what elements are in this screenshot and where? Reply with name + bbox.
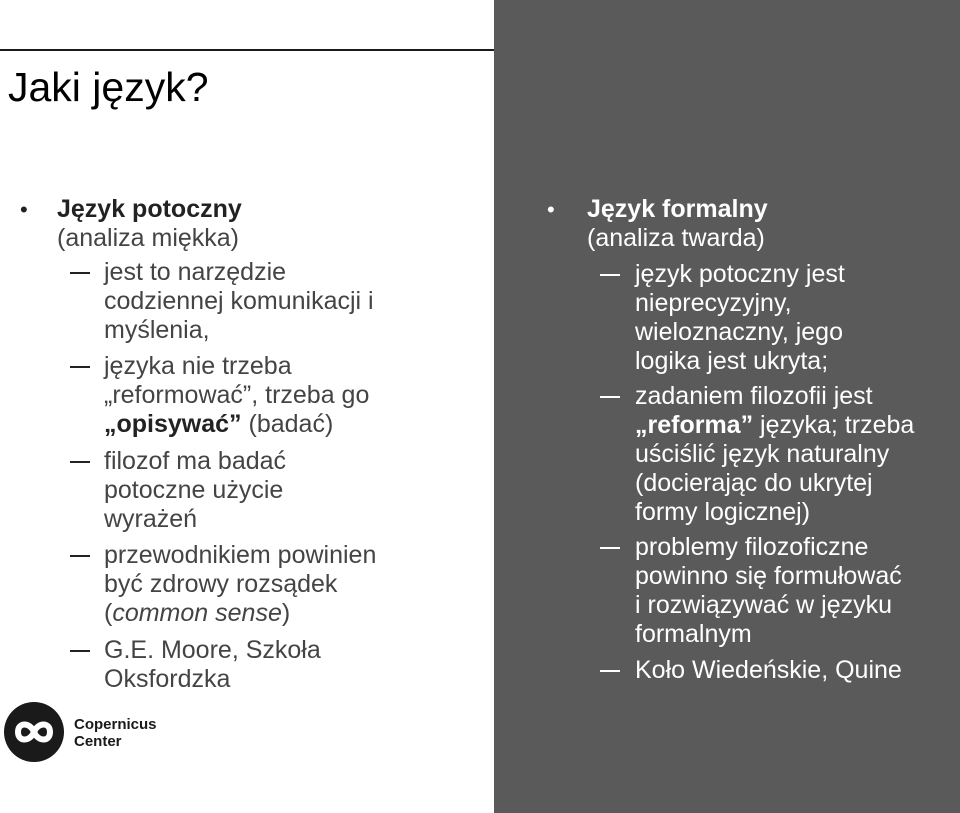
right-item-3-line: i rozwiązywać w języku bbox=[635, 591, 893, 619]
left-item-5 bbox=[104, 636, 321, 694]
logo-text-line1: Copernicus bbox=[74, 716, 157, 733]
left-item-3-line: potoczne użycie bbox=[104, 476, 284, 504]
dash bbox=[600, 396, 620, 398]
left-heading-sub: (analiza miękka) bbox=[57, 224, 240, 252]
right-item-1 bbox=[635, 260, 845, 376]
slide-title: Jaki język? bbox=[8, 64, 209, 110]
right-item-2-rest: języka; trzeba bbox=[753, 411, 915, 439]
left-item-1 bbox=[104, 258, 374, 345]
right-item-2-line: (docierając do ukrytej bbox=[635, 469, 873, 497]
right-item-3 bbox=[635, 533, 902, 649]
bullet-dot: • bbox=[20, 197, 28, 222]
left-item-1-line: jest to narzędzie bbox=[104, 258, 287, 286]
right-item-1-line: wieloznaczny, jego bbox=[635, 318, 843, 346]
left-item-2-line bbox=[104, 410, 369, 439]
left-item-5-line: Oksfordzka bbox=[104, 665, 231, 693]
dash bbox=[600, 547, 620, 549]
left-item-1-line: myślenia, bbox=[104, 316, 210, 344]
left-heading bbox=[57, 195, 242, 253]
dash bbox=[70, 650, 90, 652]
right-item-2 bbox=[635, 382, 914, 527]
left-item-2 bbox=[104, 352, 369, 439]
right-item-3-line: powinno się formułować bbox=[635, 562, 902, 590]
dash bbox=[70, 366, 90, 368]
right-item-3-line: problemy filozoficzne bbox=[635, 533, 869, 561]
left-item-3 bbox=[104, 447, 286, 534]
title-rule bbox=[0, 49, 494, 51]
right-item-2-line: zadaniem filozofii jest bbox=[635, 382, 873, 410]
paren: ) bbox=[281, 599, 291, 627]
right-item-4 bbox=[635, 656, 902, 685]
right-item-2-line: formy logicznej) bbox=[635, 498, 811, 526]
right-item-1-line: nieprecyzyjny, bbox=[635, 289, 792, 317]
left-item-5-line: G.E. Moore, Szkoła bbox=[104, 636, 321, 664]
left-heading-title: Język potoczny bbox=[57, 195, 242, 223]
logo-text-line2: Center bbox=[74, 733, 122, 750]
left-item-2-line: „reformować”, trzeba go bbox=[104, 381, 370, 409]
right-item-1-line: język potoczny jest bbox=[635, 260, 845, 288]
right-item-1-line: logika jest ukryta; bbox=[635, 347, 829, 375]
dash bbox=[70, 555, 90, 557]
right-heading bbox=[587, 195, 768, 253]
paren: ( bbox=[104, 599, 113, 627]
right-item-4-line: Koło Wiedeńskie, Quine bbox=[635, 656, 902, 684]
left-item-2-rest: (badać) bbox=[241, 410, 334, 438]
copernicus-center-logo bbox=[4, 702, 174, 762]
left-item-4 bbox=[104, 541, 376, 628]
emphasis: „reforma” bbox=[635, 411, 754, 439]
left-item-3-line: filozof ma badać bbox=[104, 447, 287, 475]
right-item-2-line bbox=[635, 411, 914, 440]
dash bbox=[70, 272, 90, 274]
italic-phrase: common sense bbox=[112, 599, 282, 627]
emphasis: „opisywać” bbox=[104, 410, 242, 438]
right-heading-sub: (analiza twarda) bbox=[587, 224, 765, 252]
dash bbox=[600, 274, 620, 276]
dash bbox=[70, 461, 90, 463]
left-item-4-line: być zdrowy rozsądek bbox=[104, 570, 338, 598]
left-item-3-line: wyrażeń bbox=[104, 505, 198, 533]
right-item-2-line: uściślić język naturalny bbox=[635, 440, 890, 468]
bullet-dot: • bbox=[547, 197, 555, 222]
right-item-3-line: formalnym bbox=[635, 620, 752, 648]
right-heading-title: Język formalny bbox=[587, 195, 768, 223]
left-item-4-line: przewodnikiem powinien bbox=[104, 541, 377, 569]
logo-mark-icon bbox=[4, 702, 64, 762]
left-item-1-line: codziennej komunikacji i bbox=[104, 287, 374, 315]
left-item-4-line bbox=[104, 599, 376, 628]
left-item-2-line: języka nie trzeba bbox=[104, 352, 292, 380]
dash bbox=[600, 670, 620, 672]
